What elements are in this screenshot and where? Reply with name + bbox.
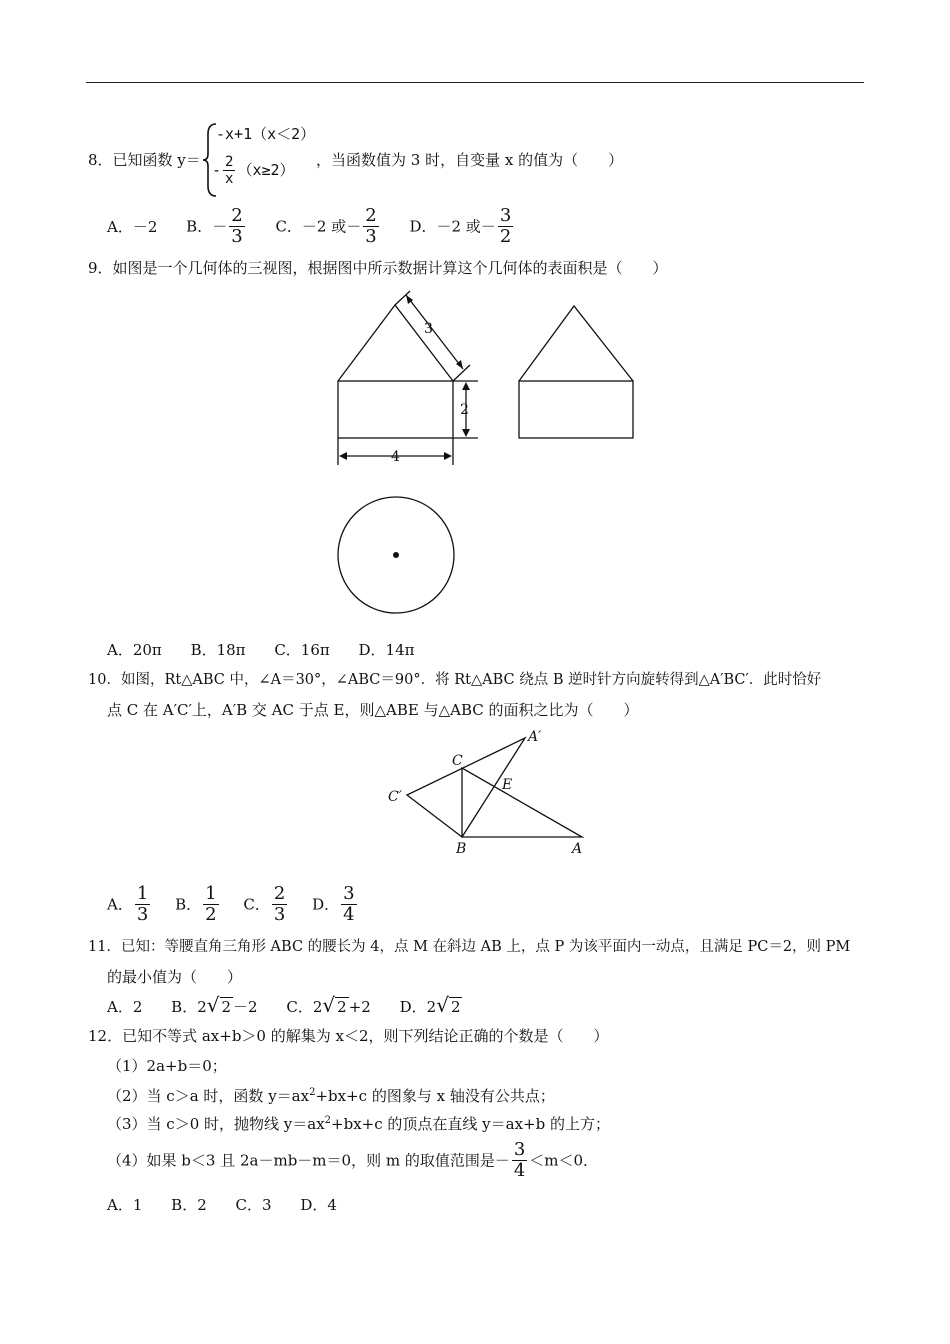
q10-c-den: 3: [273, 904, 286, 925]
q11-option-b[interactable]: [171, 995, 257, 1017]
q8-case2-frac: [223, 154, 235, 187]
q12-options: [107, 1195, 361, 1215]
q8-option-b-prefix: B．－: [186, 217, 228, 236]
q11-c-sqrt: √ 2: [322, 993, 347, 1017]
q8-option-d-frac: [498, 206, 513, 247]
q8-option-c[interactable]: [275, 206, 380, 247]
q10-label-a: A: [572, 841, 583, 857]
q11-option-c[interactable]: [286, 995, 370, 1017]
q10-a-num: 1: [136, 883, 149, 904]
q9-text: 9．如图是一个几何体的三视图，根据图中所示数据计算这个几何体的表面积是（ ）: [88, 259, 668, 277]
q8-option-c-frac: [363, 206, 378, 247]
q11-option-a[interactable]: A．2: [107, 998, 143, 1016]
q10-label-c: C: [452, 753, 463, 769]
q9-dim-width: 4: [391, 449, 400, 465]
q9-front-view: [338, 291, 478, 465]
q12-s4-den: 4: [513, 1160, 526, 1181]
q12-option-d[interactable]: D．4: [300, 1196, 337, 1214]
q11-b-sqrt: √ 2: [206, 993, 232, 1017]
q10-d-frac: [341, 884, 356, 925]
q10-line1: 10．如图，Rt△ABC 中，∠A＝30°，∠ABC＝90°．将 Rt△ABC 绕点 B 逆时针方向旋转得到△A′BC′．此时恰好: [88, 672, 822, 688]
q10-a-prefix: A．: [107, 895, 133, 914]
q9-side-view: [519, 306, 633, 438]
q9-option-d[interactable]: D．14π: [358, 641, 415, 659]
q11-c-rad: 2: [337, 998, 347, 1016]
q12-text: 12．已知不等式 ax+b＞0 的解集为 x＜2，则下列结论正确的个数是（ ）: [88, 1027, 609, 1045]
q11-b-rad: 2: [221, 998, 232, 1016]
q8-suffix: ，当函数值为 3 时，自变量 x 的值为（ ）: [316, 151, 624, 169]
q8-prefix: 8．已知函数 y＝: [88, 151, 201, 169]
q12-s4-b: ＜m＜0．: [529, 1151, 599, 1170]
q8-case2-sign: -: [212, 161, 222, 179]
q12-s4-num: 3: [513, 1139, 526, 1160]
q12-statement-4: [107, 1140, 598, 1181]
q10-label-c1: C′: [388, 789, 402, 805]
q10-line2: 点 C 在 A′C′上，A′B 交 AC 于点 E，则△ABE 与△ABC 的面积之比为（ ）: [107, 701, 639, 719]
q10-b-prefix: B．: [175, 895, 202, 914]
q9-top-view-center: [393, 552, 399, 558]
q9-option-c[interactable]: C．16π: [274, 641, 330, 659]
q12-statement-3: [107, 1111, 610, 1134]
q9-option-a[interactable]: A．20π: [107, 641, 162, 659]
q8-case2: [212, 154, 295, 187]
q10-d-prefix: D．: [312, 895, 340, 914]
q10-c-prefix: C．: [243, 895, 270, 914]
q12-option-c[interactable]: C．3: [235, 1196, 272, 1214]
q8-case2-den: x: [225, 171, 234, 187]
q8-option-b-frac: [229, 206, 244, 247]
q10-label-e: E: [502, 777, 513, 793]
q10-b-num: 1: [205, 883, 217, 904]
q8-b-num: 2: [231, 205, 243, 226]
q11-d-rad: 2: [450, 998, 461, 1016]
q11-c-suffix: +2: [348, 998, 371, 1016]
q11-line2: 的最小值为（ ）: [107, 968, 243, 986]
q12-option-b[interactable]: B．2: [171, 1196, 207, 1214]
q10-option-a[interactable]: [107, 884, 152, 925]
q10-d-num: 3: [343, 883, 355, 904]
q10-label-b: B: [456, 841, 467, 857]
q8-option-d[interactable]: [409, 206, 515, 247]
q12-statement-2: [107, 1083, 555, 1106]
q10-a-frac: [135, 884, 150, 925]
q11-line1: 11．已知：等腰直角三角形 ABC 的腰长为 4，点 M 在斜边 AB 上，点 P 为该平面内一动点，且满足 PC＝2，则 PM: [88, 939, 851, 955]
q8-option-a[interactable]: A．－2: [107, 217, 158, 236]
q8-d-den: 2: [499, 226, 512, 247]
q12-s3-b: +bx+c 的顶点在直线 y＝ax+b 的上方；: [331, 1115, 610, 1133]
q9-options: [107, 640, 439, 660]
q9-three-views: [320, 285, 660, 625]
q11-option-d[interactable]: [400, 995, 463, 1017]
q12-s3-sup: 2: [324, 1115, 332, 1126]
q10-b-den: 2: [205, 904, 217, 925]
q10-c-frac: [272, 884, 287, 925]
q8-option-b[interactable]: [186, 206, 246, 247]
q8-b-den: 3: [231, 226, 243, 247]
q8-c-den: 3: [365, 226, 377, 247]
q9-dim-slant: 3: [424, 321, 433, 337]
q8-option-c-prefix: C．－2 或－: [275, 217, 362, 236]
q10-options: [107, 884, 383, 925]
q8-options: [107, 206, 539, 247]
q8-case1: -x+1（x＜2）: [216, 125, 316, 143]
q12-statement-1: （1）2a+b＝0；: [107, 1057, 227, 1075]
q12-option-a[interactable]: A．1: [107, 1196, 143, 1214]
q10-option-d[interactable]: [312, 884, 358, 925]
q10-label-a1: A′: [528, 729, 542, 745]
q8-option-d-prefix: D．－2 或－: [409, 217, 496, 236]
q10-c-num: 2: [273, 883, 286, 904]
q11-d-sqrt: √ 2: [436, 993, 461, 1017]
q12-s2-sup: 2: [309, 1087, 316, 1098]
q12-s2-b: +bx+c 的图象与 x 轴没有公共点；: [315, 1087, 555, 1105]
q11-options: [107, 995, 486, 1017]
q10-b-frac: [203, 884, 218, 925]
q8-c-num: 2: [365, 205, 377, 226]
q8-d-num: 3: [499, 205, 512, 226]
q12-s2-a: （2）当 c＞a 时，函数 y＝ax: [107, 1087, 310, 1105]
q10-option-c[interactable]: [243, 884, 289, 925]
q12-s4-frac: [512, 1140, 527, 1181]
q10-triangle-abc: [462, 768, 582, 837]
q12-s3-a: （3）当 c＞0 时，抛物线 y＝ax: [107, 1115, 325, 1133]
header-rule: [86, 82, 864, 83]
q11-b-prefix: B．2: [171, 998, 207, 1016]
q11-d-prefix: D．2: [399, 998, 437, 1016]
q8-case2-cond: （x≥2）: [237, 161, 295, 179]
q10-a-den: 3: [136, 904, 149, 925]
q11-b-suffix: －2: [233, 998, 258, 1016]
q10-figure: [380, 725, 600, 860]
q9-dim-height: 2: [460, 402, 469, 418]
q9-option-b[interactable]: B．18π: [190, 641, 246, 659]
q8-case2-num: 2: [225, 154, 234, 170]
q10-d-den: 4: [343, 904, 355, 925]
q12-s4-a: （4）如果 b＜3 且 2a－mb－m＝0，则 m 的取值范围是－: [107, 1151, 510, 1170]
q10-option-b[interactable]: [175, 884, 220, 925]
q11-c-prefix: C．2: [286, 998, 323, 1016]
